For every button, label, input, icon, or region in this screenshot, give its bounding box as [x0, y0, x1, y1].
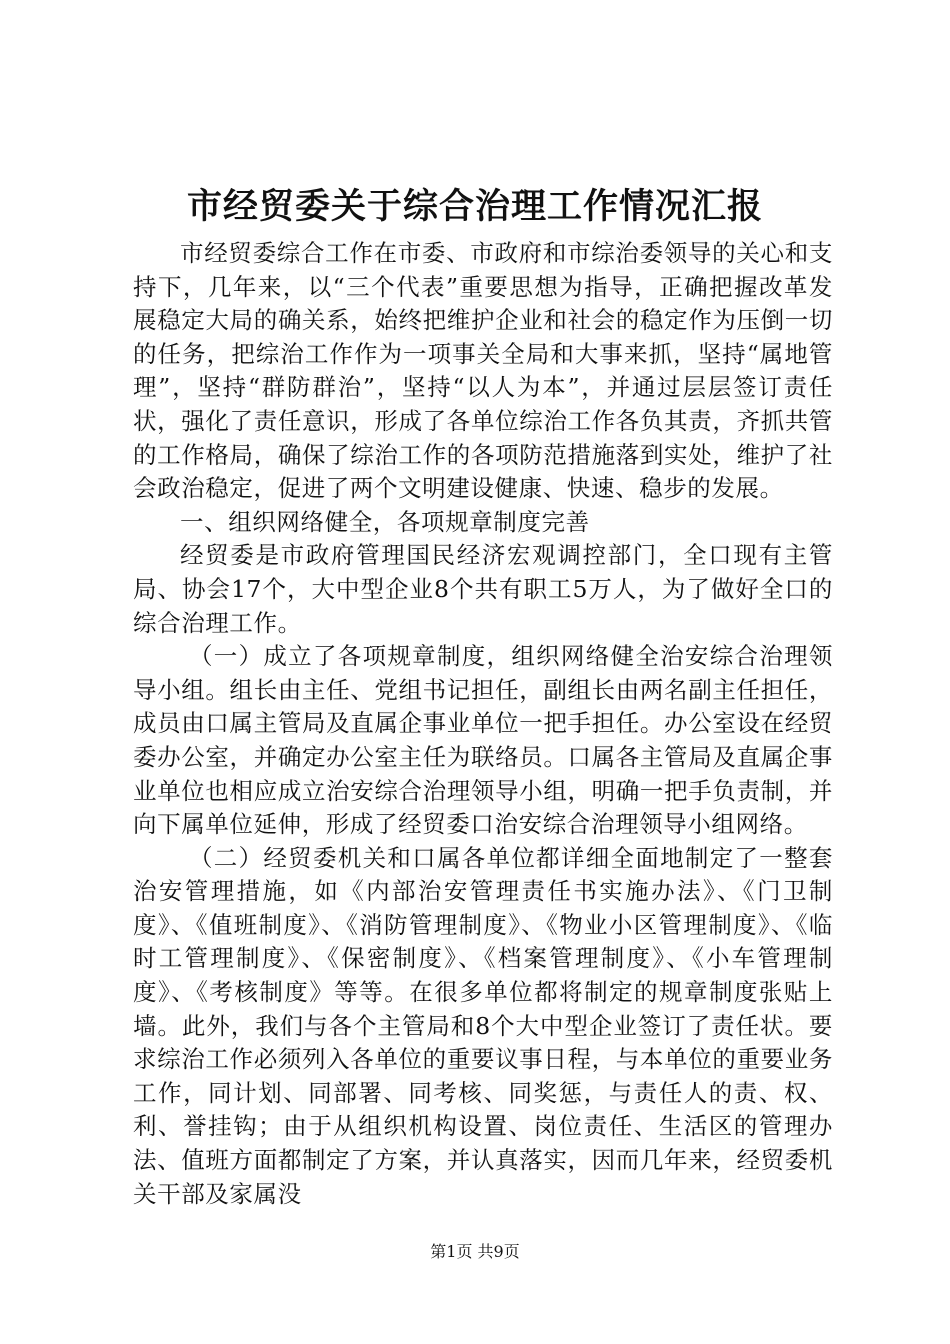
- page-number-footer: 第1页 共9页: [430, 1242, 520, 1261]
- document-title: 市经贸委关于综合治理工作情况汇报: [186, 186, 763, 227]
- section-heading-1: 一、组织网络健全，各项规章制度完善: [180, 507, 590, 536]
- paragraph-intro: 市经贸委综合工作在市委、市政府和市综治委领导的关心和支持下，几年来，以“三个代表”重要思想为指导，正确把握改革发展稳定大局的确关系，始终把维护企业和社会的稳定作为压倒一切的任务，把综治工作作为一项事关全局和大事来抓，坚持“属地管理”，坚持“群防群治”，坚持“以人为本”，并通过层层签订责任状，强化了责任意识，形成了各单位综治工作各负其责，齐抓共管的工作格局，确保了综治工作的各项防范措施落到实处，维护了社会政治稳定，促进了两个文明建设健康、快速、稳步的发展。: [133, 239, 833, 503]
- document-body: [133, 237, 833, 1211]
- paragraph-item-2: （二）经贸委机关和口属各单位都详细全面地制定了一整套治安管理措施，如《内部治安管理责任书实施办法》、《门卫制度》、《值班制度》、《消防管理制度》、《物业小区管理制度》、《临时工管理制度》、《保密制度》、《档案管理制度》、《小车管理制度》、《考核制度》等等。在很多单位都将制定的规章制度张贴上墙。此外，我们与各个主管局和8个大中型企业签订了责任状。要求综治工作必须列入各单位的重要议事日程，与本单位的重要业务工作，同计划、同部署、同考核、同奖惩，与责任人的责、权、利、誉挂钩；由于从组织机构设置、岗位责任、生活区的管理办法、值班方面都制定了方案，并认真落实，因而几年来，经贸委机关干部及家属没: [133, 843, 833, 1208]
- paragraph-overview: 经贸委是市政府管理国民经济宏观调控部门，全口现有主管局、协会17个，大中型企业8个共有职工5万人，为了做好全口的综合治理工作。: [133, 541, 833, 637]
- paragraph-item-1: （一）成立了各项规章制度，组织网络健全治安综合治理领导小组。组长由主任、党组书记担任，副组长由两名副主任担任，成员由口属主管局及直属企事业单位一把手担任。办公室设在经贸委办公室，并确定办公室主任为联络员。口属各主管局及直属企事业单位也相应成立治安综合治理领导小组，明确一把手负责制，并向下属单位延伸，形成了经贸委口治安综合治理领导小组网络。: [133, 642, 833, 839]
